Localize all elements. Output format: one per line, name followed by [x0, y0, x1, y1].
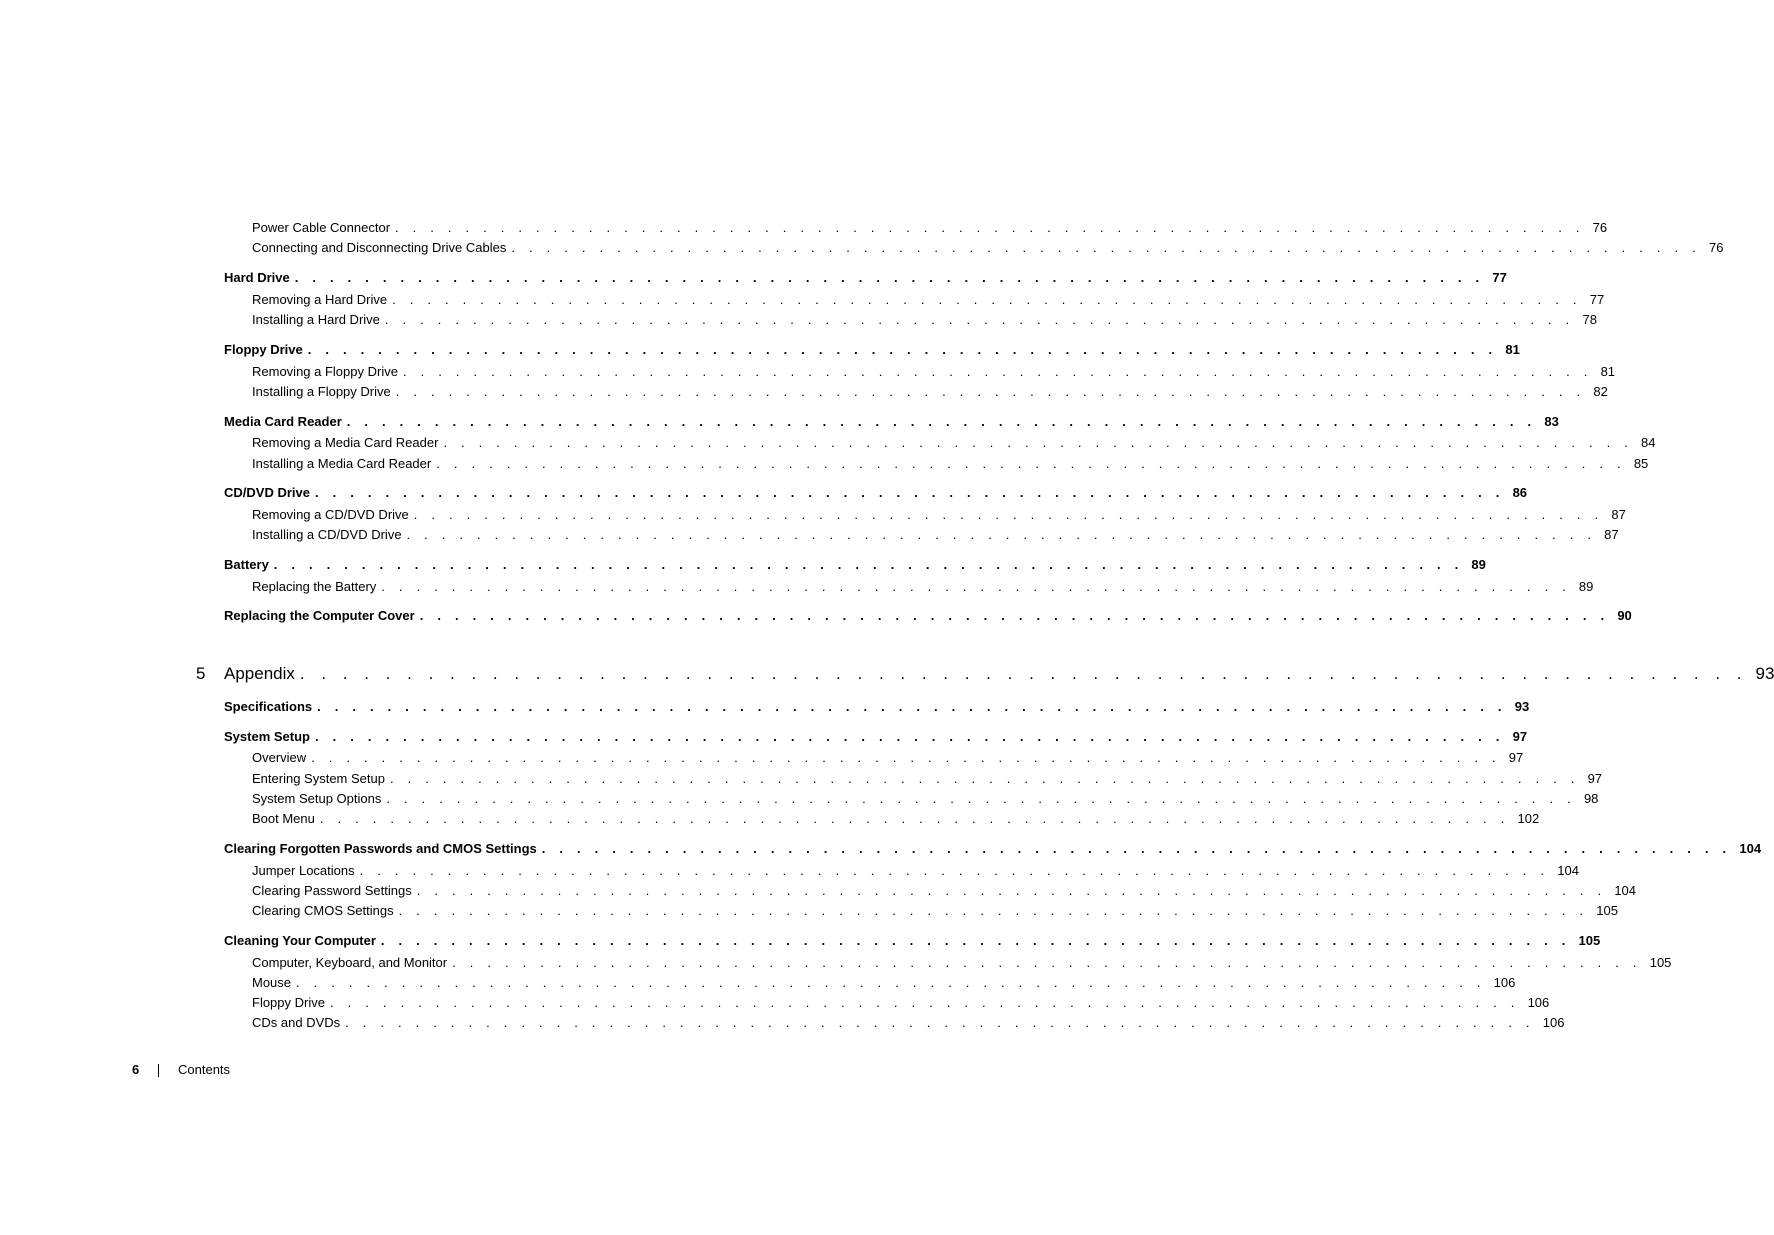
toc-entry[interactable]	[252, 975, 1516, 991]
toc-section-title: Cleaning Your Computer	[224, 933, 376, 948]
toc-entry-title: Removing a Media Card Reader	[252, 435, 439, 450]
dot-leader: . . . . . . . . . . . . . . . . . . . . . . . . . . . . . . . . . . . . . . . . . . . . . . . . . . . . . . . . . . . . . . . . . . . .	[452, 955, 1642, 970]
toc-section-title: Floppy Drive	[224, 342, 303, 357]
toc-entry-title: Removing a Hard Drive	[252, 292, 388, 307]
dot-leader: . . . . . . . . . . . . . . . . . . . . . . . . . . . . . . . . . . . . . . . . . . . . . . . . . . . . . . . . . . . . . . . . . . . .	[511, 240, 1701, 255]
toc-chapter[interactable]	[196, 664, 1774, 684]
toc-section-page: 89	[1471, 557, 1486, 572]
toc-entry-title: Replacing the Battery	[252, 579, 377, 594]
toc-entry-page: 76	[1708, 240, 1724, 255]
toc-section[interactable]	[224, 729, 1528, 745]
toc-entry[interactable]	[252, 750, 1524, 766]
toc-section-page: 83	[1544, 414, 1559, 429]
toc-entry-title: Jumper Locations	[252, 863, 355, 878]
toc-section[interactable]	[224, 414, 1559, 430]
toc-entry-page: 98	[1583, 791, 1599, 806]
dot-leader: . . . . . . . . . . . . . . . . . . . . . . . . . . . . . . . . . . . . . . . . . . . . . . . . . . . . . . . . . . . . . . . . . . . .	[398, 903, 1589, 918]
footer-divider	[158, 1064, 159, 1077]
dot-leader: . . . . . . . . . . . . . . . . . . . . . . . . . . . . . . . . . . . . . . . . . . . . . . . . . . . . . . . . . . . . . . . . . . . .	[413, 507, 1604, 522]
page-footer	[132, 1062, 230, 1078]
toc-section-title: Hard Drive	[224, 270, 290, 285]
toc-entry-title: Installing a Hard Drive	[252, 312, 380, 327]
dot-leader: . . . . . . . . . . . . . . . . . . . . . . . . . . . . . . . . . . . . . . . . . . . . . . . . . . . . . . . . . . . . . . . . . . . .	[406, 527, 1597, 542]
toc-entry[interactable]	[252, 903, 1618, 919]
dot-leader: . . . . . . . . . . . . . . . . . . . . . . . . . . . . . . . . . . . . . . . . . . . . . . . . . . . . . . . . . . . . . . . . . . . .	[386, 791, 1576, 806]
dot-leader: . . . . . . . . . . . . . . . . . . . . . . . . . . . . . . . . . . . . . . . . . . . . . . . . . . . . . . . . . . . . . . . . . . . .	[307, 342, 1498, 357]
dot-leader: . . . . . . . . . . . . . . . . . . . . . . . . . . . . . . . . . . . . . . . . . . . . . . . . . . . . . . . . . . . . . . . . . . . .	[384, 312, 1575, 327]
toc-entry[interactable]	[252, 863, 1579, 879]
toc-entry-page: 97	[1508, 750, 1524, 765]
toc-entry[interactable]	[252, 811, 1540, 827]
toc-entry-page: 87	[1604, 527, 1619, 542]
dot-leader: . . . . . . . . . . . . . . . . . . . . . . . . . . . . . . . . . . . . . . . . . . . . . . . . . . . . . . . . . . . . . . . . . . . .	[395, 220, 1585, 235]
dot-leader: . . . . . . . . . . . . . . . . . . . . . . . . . . . . . . . . . . . . . . . . . . . . . . . . . . . . . . . . . . . . . . . . . . . .	[317, 699, 1507, 714]
toc-section[interactable]	[224, 933, 1601, 949]
toc-entry-title: Overview	[252, 750, 307, 765]
dot-leader: . . . . . . . . . . . . . . . . . . . . . . . . . . . . . . . . . . . . . . . . . . . . . . . . . . . . . . . . . . . . . . . . . . . .	[299, 664, 1748, 683]
toc-entry-page: 106	[1493, 975, 1516, 990]
toc-section-title: System Setup	[224, 729, 310, 744]
toc-section-page: 77	[1492, 270, 1507, 285]
toc-entry-page: 104	[1557, 863, 1579, 878]
toc-entry[interactable]	[252, 579, 1594, 595]
toc-section[interactable]	[224, 608, 1632, 624]
toc-entry-page: 106	[1542, 1015, 1565, 1030]
dot-leader: . . . . . . . . . . . . . . . . . . . . . . . . . . . . . . . . . . . . . . . . . . . . . . . . . . . . . . . . . . . . . . . . . . . .	[389, 771, 1580, 786]
dot-leader: . . . . . . . . . . . . . . . . . . . . . . . . . . . . . . . . . . . . . . . . . . . . . . . . . . . . . . . . . . . . . . . . . . . .	[416, 883, 1607, 898]
toc-entry[interactable]	[252, 384, 1608, 400]
dot-leader: . . . . . . . . . . . . . . . . . . . . . . . . . . . . . . . . . . . . . . . . . . . . . . . . . . . . . . . . . . . . . . . . . . . .	[436, 456, 1626, 471]
toc-entry-title: Power Cable Connector	[252, 220, 391, 235]
toc-entry-title: Mouse	[252, 975, 292, 990]
dot-leader: . . . . . . . . . . . . . . . . . . . . . . . . . . . . . . . . . . . . . . . . . . . . . . . . . . . . . . . . . . . . . . . . . . . .	[329, 995, 1520, 1010]
toc-entry-page: 105	[1596, 903, 1618, 918]
toc-entry[interactable]	[252, 883, 1637, 899]
toc-entry[interactable]	[252, 292, 1605, 308]
toc-section-title: Battery	[224, 557, 269, 572]
toc-section-page: 105	[1578, 933, 1601, 948]
footer-page-number: 6	[132, 1062, 140, 1077]
dot-leader: . . . . . . . . . . . . . . . . . . . . . . . . . . . . . . . . . . . . . . . . . . . . . . . . . . . . . . . . . . . . . . . . . . . .	[294, 270, 1485, 285]
dot-leader: . . . . . . . . . . . . . . . . . . . . . . . . . . . . . . . . . . . . . . . . . . . . . . . . . . . . . . . . . . . . . . . . . . . .	[395, 384, 1586, 399]
toc-entry-title: Computer, Keyboard, and Monitor	[252, 955, 448, 970]
toc-entry[interactable]	[252, 995, 1550, 1011]
dot-leader: . . . . . . . . . . . . . . . . . . . . . . . . . . . . . . . . . . . . . . . . . . . . . . . . . . . . . . . . . . . . . . . . . . . .	[319, 811, 1510, 826]
toc-section-title: Specifications	[224, 699, 313, 714]
toc-section[interactable]	[224, 342, 1520, 358]
toc-entry-page: 82	[1593, 384, 1608, 399]
toc-entry-title: CDs and DVDs	[252, 1015, 341, 1030]
toc-entry-page: 84	[1641, 435, 1656, 450]
toc-entry-page: 89	[1578, 579, 1594, 594]
toc-entry-title: Clearing Password Settings	[252, 883, 412, 898]
toc-entry-title: Removing a CD/DVD Drive	[252, 507, 409, 522]
toc-entry[interactable]	[252, 364, 1616, 380]
toc-entry[interactable]	[252, 240, 1724, 256]
footer-section-label: Contents	[178, 1062, 231, 1077]
dot-leader: . . . . . . . . . . . . . . . . . . . . . . . . . . . . . . . . . . . . . . . . . . . . . . . . . . . . . . . . . . . . . . . . . . . .	[296, 975, 1486, 990]
toc-section-page: 93	[1514, 699, 1530, 714]
toc-entry-title: Installing a CD/DVD Drive	[252, 527, 402, 542]
toc-entry-page: 76	[1592, 220, 1608, 235]
toc-entry[interactable]	[252, 220, 1608, 236]
toc-entry-title: Installing a Media Card Reader	[252, 456, 432, 471]
toc-entry[interactable]	[252, 791, 1599, 807]
toc-entry[interactable]	[252, 527, 1619, 543]
toc-entry[interactable]	[252, 955, 1672, 971]
chapter-page: 93	[1755, 664, 1774, 683]
toc-entry-page: 105	[1649, 955, 1672, 970]
toc-section[interactable]	[224, 557, 1486, 573]
toc-entry[interactable]	[252, 1015, 1565, 1031]
toc-section-title: Clearing Forgotten Passwords and CMOS Settings	[224, 841, 537, 856]
dot-leader: . . . . . . . . . . . . . . . . . . . . . . . . . . . . . . . . . . . . . . . . . . . . . . . . . . . . . . . . . . . . . . . . . . . .	[311, 750, 1501, 765]
dot-leader: . . . . . . . . . . . . . . . . . . . . . . . . . . . . . . . . . . . . . . . . . . . . . . . . . . . . . . . . . . . . . . . . . . . .	[541, 841, 1732, 856]
toc-entry-page: 87	[1611, 507, 1626, 522]
dot-leader: . . . . . . . . . . . . . . . . . . . . . . . . . . . . . . . . . . . . . . . . . . . . . . . . . . . . . . . . . . . . . . . . . . . .	[392, 292, 1582, 307]
toc-section-title: Media Card Reader	[224, 414, 342, 429]
dot-leader: . . . . . . . . . . . . . . . . . . . . . . . . . . . . . . . . . . . . . . . . . . . . . . . . . . . . . . . . . . . . . . . . . . . .	[346, 414, 1537, 429]
toc-section[interactable]	[224, 485, 1528, 501]
toc-entry-page: 78	[1582, 312, 1597, 327]
toc-section-title: CD/DVD Drive	[224, 485, 310, 500]
toc-entry-page: 106	[1527, 995, 1550, 1010]
toc-section[interactable]	[224, 270, 1507, 286]
toc-section[interactable]	[224, 841, 1762, 857]
toc-entry-title: Connecting and Disconnecting Drive Cables	[252, 240, 507, 255]
toc-entry-page: 102	[1517, 811, 1540, 826]
dot-leader: . . . . . . . . . . . . . . . . . . . . . . . . . . . . . . . . . . . . . . . . . . . . . . . . . . . . . . . . . . . . . . . . . . . .	[381, 579, 1571, 594]
dot-leader: . . . . . . . . . . . . . . . . . . . . . . . . . . . . . . . . . . . . . . . . . . . . . . . . . . . . . . . . . . . . . . . . . . . .	[345, 1015, 1535, 1030]
toc-entry-page: 77	[1589, 292, 1605, 307]
toc-entry[interactable]	[252, 771, 1603, 787]
toc-entry-page: 85	[1633, 456, 1649, 471]
toc-entry-title: Floppy Drive	[252, 995, 325, 1010]
toc-entry[interactable]	[252, 312, 1597, 328]
chapter-number: 5	[196, 664, 206, 683]
toc-entry-title: Clearing CMOS Settings	[252, 903, 394, 918]
toc-section-page: 90	[1617, 608, 1632, 623]
toc-entry-page: 104	[1614, 883, 1637, 898]
toc-entry[interactable]	[252, 507, 1626, 523]
toc-entry-page: 81	[1600, 364, 1616, 379]
toc-section-title: Replacing the Computer Cover	[224, 608, 415, 623]
chapter-title: Appendix	[224, 664, 295, 683]
toc-section[interactable]	[224, 699, 1530, 715]
toc-section-page: 104	[1739, 841, 1762, 856]
toc-entry-title: Boot Menu	[252, 811, 315, 826]
toc-entry-title: System Setup Options	[252, 791, 382, 806]
dot-leader: . . . . . . . . . . . . . . . . . . . . . . . . . . . . . . . . . . . . . . . . . . . . . . . . . . . . . . . . . . . . . . . . . . . .	[314, 729, 1505, 744]
dot-leader: . . . . . . . . . . . . . . . . . . . . . . . . . . . . . . . . . . . . . . . . . . . . . . . . . . . . . . . . . . . . . . . . . . . .	[273, 557, 1464, 572]
dot-leader: . . . . . . . . . . . . . . . . . . . . . . . . . . . . . . . . . . . . . . . . . . . . . . . . . . . . . . . . . . . . . . . . . . . .	[443, 435, 1634, 450]
dot-leader: . . . . . . . . . . . . . . . . . . . . . . . . . . . . . . . . . . . . . . . . . . . . . . . . . . . . . . . . . . . . . . . . . . . .	[314, 485, 1505, 500]
dot-leader: . . . . . . . . . . . . . . . . . . . . . . . . . . . . . . . . . . . . . . . . . . . . . . . . . . . . . . . . . . . . . . . . . . . .	[380, 933, 1571, 948]
toc-entry[interactable]	[252, 456, 1649, 472]
toc-section-page: 86	[1512, 485, 1528, 500]
toc-section-page: 97	[1512, 729, 1528, 744]
dot-leader: . . . . . . . . . . . . . . . . . . . . . . . . . . . . . . . . . . . . . . . . . . . . . . . . . . . . . . . . . . . . . . . . . . . .	[359, 863, 1550, 878]
toc-section-page: 81	[1505, 342, 1520, 357]
dot-leader: . . . . . . . . . . . . . . . . . . . . . . . . . . . . . . . . . . . . . . . . . . . . . . . . . . . . . . . . . . . . . . . . . . . .	[419, 608, 1610, 623]
toc-entry[interactable]	[252, 435, 1656, 451]
toc-entry-title: Removing a Floppy Drive	[252, 364, 398, 379]
toc-entry-page: 97	[1587, 771, 1603, 786]
toc-entry-title: Installing a Floppy Drive	[252, 384, 391, 399]
dot-leader: . . . . . . . . . . . . . . . . . . . . . . . . . . . . . . . . . . . . . . . . . . . . . . . . . . . . . . . . . . . . . . . . . . . .	[402, 364, 1593, 379]
toc-entry-title: Entering System Setup	[252, 771, 385, 786]
